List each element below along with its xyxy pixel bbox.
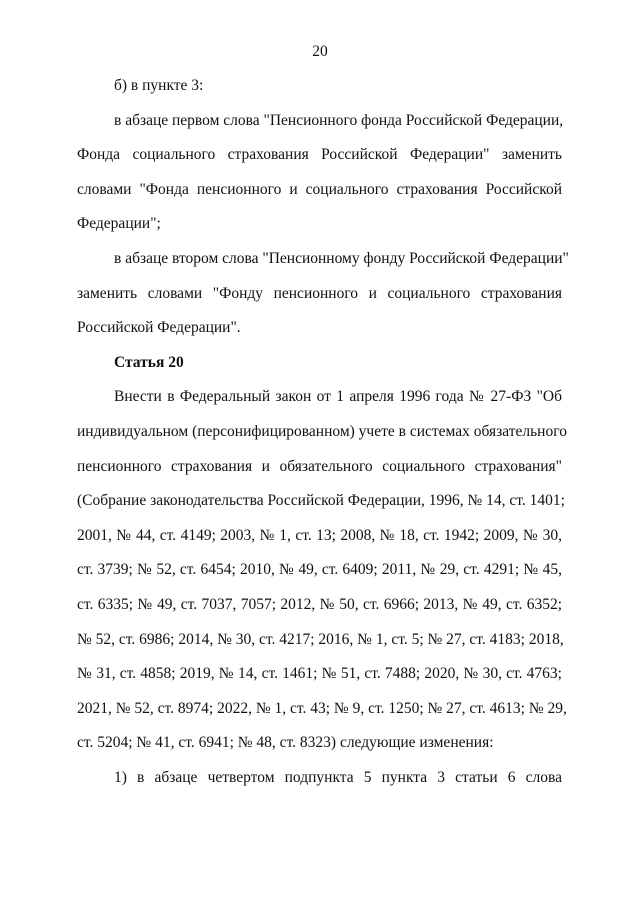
paragraph-item-1 [77, 761, 562, 796]
text-line: 2001, № 44, ст. 4149; 2003, № 1, ст. 13; 2008, № 18, ст. 1942; 2009, № 30, [77, 526, 562, 544]
text-line: (Собрание законодательства Российской Федерации, 1996, № 14, ст. 1401; [77, 492, 565, 510]
text-line: ст. 5204; № 41, ст. 6941; № 48, ст. 8323) следующие изменения: [77, 734, 494, 752]
text-line: ст. 6335; № 49, ст. 7037, 7057; 2012, № 50, ст. 6966; 2013, № 49, ст. 6352; [77, 595, 562, 613]
text-line: Российской Федерации". [77, 319, 241, 337]
text-line: индивидуальном (персонифицированном) учете в системах обязательного [77, 422, 567, 440]
paragraph-subitem-b [77, 69, 562, 104]
text-line: 1) в абзаце четвертом подпункта 5 пункта 3 статьи 6 слова [114, 768, 562, 786]
text-line: словами "Фонда пенсионного и социального страхования Российской [77, 180, 562, 198]
article-title: Статья 20 [114, 353, 184, 371]
paragraph-article-body [77, 380, 567, 761]
text-line: ст. 3739; № 52, ст. 6454; 2010, № 49, ст. 6409; 2011, № 29, ст. 4291; № 45, [77, 561, 562, 579]
text-line: № 31, ст. 4858; 2019, № 14, ст. 1461; № 51, ст. 7488; 2020, № 30, ст. 4763; [77, 665, 562, 683]
text-line: 2021, № 52, ст. 8974; 2022, № 1, ст. 43; № 9, ст. 1250; № 27, ст. 4613; № 29, [77, 699, 567, 717]
text-line: б) в пункте 3: [114, 77, 204, 94]
text-line: Фонда социального страхования Российской Федерации" заменить [77, 146, 562, 164]
page-number: 20 [312, 43, 328, 60]
text-line: в абзаце первом слова "Пенсионного фонда Российской Федерации, [114, 111, 564, 129]
paragraph-second-abzac [77, 242, 569, 346]
article-heading [77, 346, 562, 381]
text-line: Внести в Федеральный закон от 1 апреля 1996 года № 27-ФЗ "Об [114, 388, 562, 406]
text-line: заменить словами "Фонду пенсионного и социального страхования [77, 284, 562, 302]
text-line: Федерации"; [77, 215, 161, 233]
paragraph-first-abzac [77, 104, 562, 242]
text-line: пенсионного страхования и обязательного социального страхования" [77, 457, 562, 475]
text-line: № 52, ст. 6986; 2014, № 30, ст. 4217; 2016, № 1, ст. 5; № 27, ст. 4183; 2018, [77, 630, 564, 648]
text-line: в абзаце втором слова "Пенсионному фонду Российской Федерации" [114, 249, 569, 267]
document-body [77, 69, 569, 795]
